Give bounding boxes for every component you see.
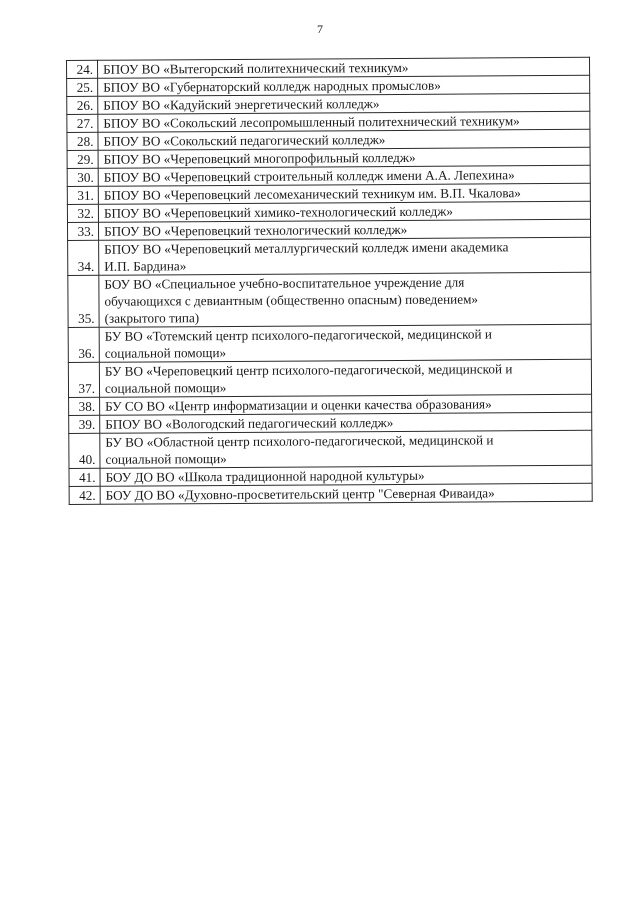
table-row <box>68 324 591 362</box>
institution-name-line: БОУ ДО ВО «Духовно-просветительский центр "Северная Фиваида» <box>105 485 495 503</box>
institution-name <box>100 483 592 504</box>
row-number: 41. <box>69 468 100 486</box>
institution-name-line: БПОУ ВО «Сокольский педагогический колледж» <box>103 132 386 149</box>
institutions-table <box>66 57 593 505</box>
institution-name-line: БПОУ ВО «Вологодский педагогический колледж» <box>105 415 394 432</box>
table-row <box>69 483 592 504</box>
institution-name-line: БОУ ВО «Специальное учебно-воспитательное учреждение для <box>104 274 465 292</box>
row-number: 36. <box>68 327 99 362</box>
row-number: 38. <box>69 397 100 415</box>
institution-name-line: обучающихся с девиантным (общественно опасным) поведением» <box>104 291 479 309</box>
row-number: 42. <box>69 486 100 504</box>
institution-name <box>99 237 591 275</box>
row-number: 28. <box>67 132 98 150</box>
page-number: 7 <box>317 22 323 36</box>
row-number: 35. <box>68 275 99 327</box>
institution-name-line: БПОУ ВО «Кадуйский энергетический колледж» <box>103 96 380 113</box>
row-number: 32. <box>67 204 98 222</box>
institution-name <box>98 111 590 132</box>
row-number: 39. <box>69 415 100 433</box>
table-row <box>68 359 591 397</box>
institution-name-line: социальной помощи» <box>105 451 227 467</box>
institution-name-line: БПОУ ВО «Сокольский лесопромышленный политехнический техникум» <box>103 113 520 131</box>
institution-name <box>99 359 591 397</box>
institution-name-line: И.П. Бардина» <box>104 258 187 274</box>
institution-name-line: БУ СО ВО «Центр информатизации и оценки качества образования» <box>105 396 492 414</box>
row-number: 31. <box>67 186 98 204</box>
row-number: 33. <box>67 222 98 240</box>
institution-name-line: БПОУ ВО «Череповецкий лесомеханический техникум им. В.П. Чкалова» <box>103 185 521 203</box>
institution-name-line: социальной помощи» <box>104 380 227 396</box>
institution-name <box>100 430 592 468</box>
institution-name-line: (закрытого типа) <box>104 310 200 326</box>
table-row <box>68 237 591 275</box>
table-body <box>67 57 593 504</box>
row-number: 26. <box>67 96 98 114</box>
institution-name-line: БПОУ ВО «Череповецкий многопрофильный колледж» <box>103 149 416 167</box>
institution-name-line: БУ ВО «Череповецкий центр психолого-педагогической, медицинской и <box>104 361 513 379</box>
row-number: 25. <box>67 78 98 96</box>
institution-name-line: БУ ВО «Тотемский центр психолого-педагогической, медицинской и <box>104 326 492 344</box>
institution-name <box>99 272 591 327</box>
row-number: 29. <box>67 150 98 168</box>
row-number: 24. <box>67 60 98 78</box>
row-number: 37. <box>68 362 99 397</box>
row-number: 34. <box>68 240 99 275</box>
institution-name-line: социальной помощи» <box>104 345 227 361</box>
institution-name-line: БПОУ ВО «Вытегорский политехнический техникум» <box>103 59 409 77</box>
institution-name-line: БПОУ ВО «Губернаторский колледж народных промыслов» <box>103 77 441 95</box>
table-row <box>68 272 591 327</box>
row-number: 27. <box>67 114 98 132</box>
row-number: 40. <box>69 433 100 468</box>
table-row <box>69 430 592 468</box>
row-number: 30. <box>67 168 98 186</box>
institution-name <box>98 183 590 204</box>
institution-name-line: БОУ ДО ВО «Школа традиционной народной культуры» <box>105 467 425 485</box>
institution-name <box>99 324 591 362</box>
institution-name-line: БПОУ ВО «Череповецкий химико-технологический колледж» <box>103 203 453 221</box>
institution-name-line: БУ ВО «Областной центр психолого-педагогической, медицинской и <box>105 432 494 450</box>
institution-name-line: БПОУ ВО «Череповецкий металлургический колледж имени академика <box>104 239 509 257</box>
institution-name-line: БПОУ ВО «Череповецкий технологический колледж» <box>104 221 408 239</box>
institution-name-line: БПОУ ВО «Череповецкий строительный колледж имени А.А. Лепехина» <box>103 167 515 185</box>
